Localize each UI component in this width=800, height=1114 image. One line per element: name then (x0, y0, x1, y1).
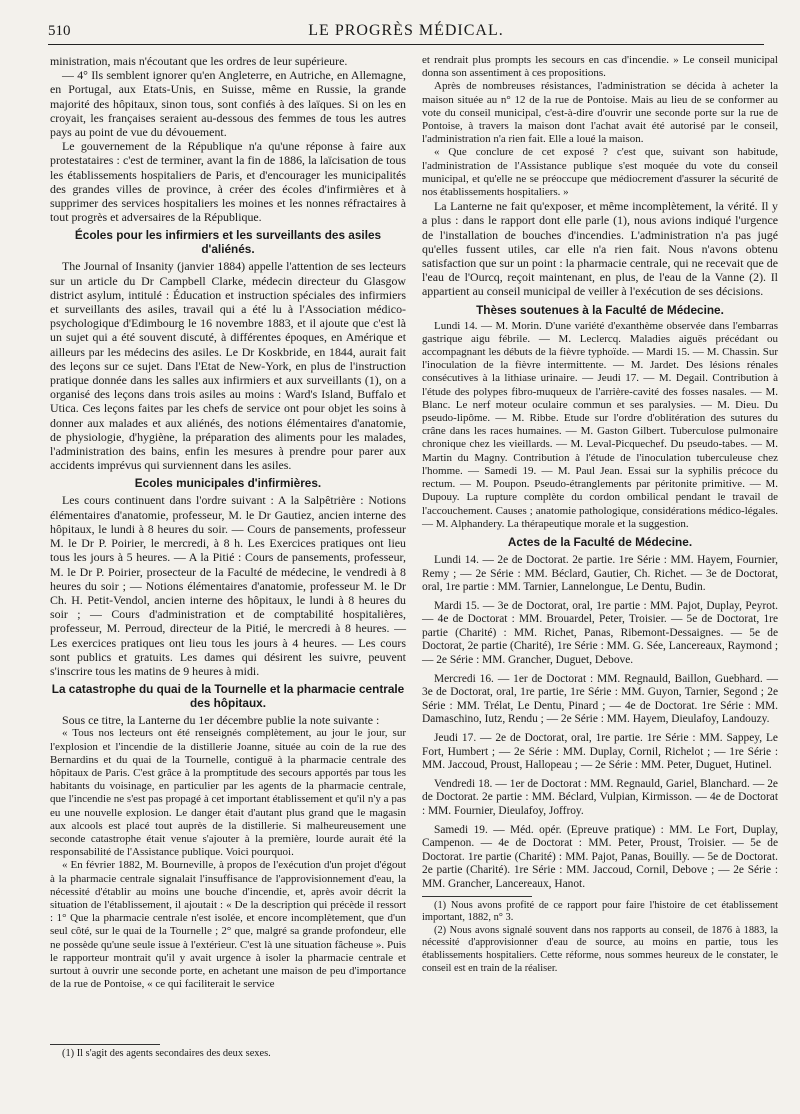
paragraph: La Lanterne ne fait qu'exposer, et même incomplètement, la vérité. Il y a plus : dans le rapport dont elle parle (1), nous avions indiqué l'urgence de l'installation de bouches d'incendies. L'administration n'a pas jugé qu'elles fussent utiles, car elle n'a rien fait. Nous n'avons obtenu satisfaction que sur un point : la pharmacie centrale, qui ne recevait que de l'eau de l'Ourcq, reçoit maintenant, en plus, de l'eau de la Vanne (2). Il appartient au conseil municipal de veiller à l'exécution de ses décisions. (422, 199, 778, 299)
exam-entry: Jeudi 17. — 2e de Doctorat, oral, 1re partie. 1re Série : MM. Sappey, Le Fort, Humbert ; — 2e Série : MM. Duplay, Cornil, Richelot ; — 1re Série : MM. Jaccoud, Proust, Hallopeau ; — 2e Série : MM. Peter, Duguet, Hutinel. (422, 732, 778, 772)
exam-entry: Samedi 19. — Méd. opér. (Epreuve pratique) : MM. Le Fort, Duplay, Campenon. — 4e de Doctorat : MM. Peter, Proust, Troisier. — 5e de Doctorat. 1re partie (Charité) : MM. Pajot, Panas, Bouilly. — 5e de Doctorat. 2e partie (Charité). 1re Série : MM. Jaccoud, Cornil, Debove ; — 2e Série : MM. Grancher, Lancereaux, Hanot. (422, 823, 778, 890)
page-number: 510 (48, 22, 71, 39)
footnote: (1) Nous avons profité de ce rapport pour faire l'histoire de cet établissement important, 1882, n° 3. (422, 899, 778, 924)
paragraph: Les cours continuent dans l'ordre suivant : A la Salpêtrière : Notions élémentaires d'anatomie, professeur, M. le Dr Gautiez, ancien interne des hôpitaux, le lundi à 8 heures du soir. — Cours de pansements, professeur M. le Dr P. Poirier, le mercredi, à 8 h. Les Exercices pratiques ont lieu tous les jours à 5 heures. — A la Pitié : Cours de pansements, professeur, M. le Dr P. Poirier, prosecteur de la Faculté de médecine, le vendredi à 8 heures du soir ; — Notions élémentaires d'anatomie, professeur M. le Dr Ch. H. Petit-Vendol, ancien interne des hôpitaux, le lundi à 8 heures du soir ; — Cours d'administration et de comptabilité hospitalières, professeur, M. Perroud, directeur de la Pitié, le mercredi à 8 heures. — Les exercices pratiques ont lieu tous les jours à 4 heures. — Les cours sont publics et gratuits. Les dames qui désirent les suivre, peuvent s'inscrire tous les matins de 9 heures à midi. (50, 493, 406, 678)
exam-entry: Mardi 15. — 3e de Doctorat, oral, 1re partie : MM. Pajot, Duplay, Peyrot. — 4e de Doctorat : MM. Brouardel, Peter, Troisier. — 5e de Doctorat, 1re partie (Charité) : MM. Richet, Panas, Ribemont-Dessaignes. — 5e de Doctorat, 2e partie (Charité), 1re Série : MM. G. Sée, Lancereaux, Raymond ; — 2e Série : MM. Grancher, Duguet, Debove. (422, 599, 778, 667)
section-heading: La catastrophe du quai de la Tournelle et la pharmacie centrale des hôpitaux. (51, 682, 405, 711)
page-header (48, 18, 764, 45)
left-footnotes (50, 1040, 406, 1061)
right-column (422, 54, 778, 975)
left-column (50, 54, 406, 991)
quoted-paragraph: et rendrait plus prompts les secours en cas d'incendie. » Le conseil municipal donna son assentiment à ces propositions. (422, 54, 778, 80)
footnote: (1) Il s'agit des agents secondaires des deux sexes. (62, 1048, 271, 1059)
exam-entry: Vendredi 18. — 1er de Doctorat : MM. Regnauld, Gariel, Blanchard. — 2e de Doctorat. 2e partie : MM. Béclard, Vulpian, Kirmisson. — 4e de Doctorat : MM. Fournier, Dieulafoy, Joffroy. (422, 777, 778, 817)
paragraph: ministration, mais n'écoutant que les ordres de leur supérieure. (50, 54, 348, 68)
paragraph: Lundi 14. — M. Morin. D'une variété d'exanthème observée dans l'embarras gastrique aigu fébrile. — M. Leclercq. Maladies aiguës précédant ou accompagnant les débuts de la fièvre typhoïde. — Mardi 15. — M. Chassin. Sur l'inoculation de la fièvre intermittente. — M. Jardet. Des lésions rénales consécutives à la lithiase urinaire. — Jeudi 17. — M. Degail. Contribution à l'étude des polypes fibro-muqueux de l'arrière-cavité des fosses nasales. — M. Blanc. Le nerf moteur oculaire commun et ses paralysies. — M. Dieu. Du pseudo-lipôme. — M. Ribbe. Etude sur l'ordre d'oblitération des sutures du crâne dans les races humaines. — M. Gaston Gilbert. Tuberculose pulmonaire chronique chez les vieillards. — M. Leval-Picquechef. Du pseudo-tabes. — M. Martin du Magny. Contribution à l'étude de l'inoculation tuberculeuse chez l'homme. — Samedi 19. — M. Paul Jean. Essai sur la syphilis précoce du rectum. — M. Poupon. Pseudo-étranglements par péritonite primitive. — M. Dupouy. La rupture complète du cordon ombilical pendant le travail de l'accouchement. Causes ; anatomie pathologique, considérations médico-légales. — M. Alphandery. La thérapeutique morale et la suggestion. (422, 319, 778, 530)
section-heading: Écoles pour les infirmiers et les surveillants des asiles d'aliénés. (74, 228, 382, 257)
paragraph: Sous ce titre, la Lanterne du 1er décembre publie la note suivante : (62, 713, 380, 728)
footnote: (2) Nous avons signalé souvent dans nos rapports au conseil, de 1876 à 1883, la nécessité d'approvisionner d'eau de source, au moins en partie, tous les établissements hospitaliers. Cette réforme, nous sommes heureux de le constater, le conseil est en train de la réaliser. (422, 924, 778, 974)
footnote-rule (50, 1044, 160, 1045)
quoted-paragraph: Après de nombreuses résistances, l'administration se décida à acheter la maison située au n° 12 de la rue de Pontoise. Mais au lieu de se conformer au vote du conseil municipal, c'est-à-dire d'ouvrir une seconde porte sur la rue de Pontoise, à travers la maison dont l'achat avait été autorisé par le conseil, l'administration n'a rien fait. Elle a loué la maison. (422, 80, 778, 146)
section-heading: Actes de la Faculté de Médecine. (507, 534, 693, 549)
paragraph: — 4° Ils semblent ignorer qu'en Angleterre, en Autriche, en Allemagne, en Portugal, aux Etats-Unis, en Suisse, même en Russie, la grande majorité des hôpitaux, sinon tous, sont confiés à des laïques. Si on les en croyait, les françaises seraient au-dessous des femmes de tous les autres pays au point de vue du dévouement. (50, 68, 406, 140)
exam-entry: Mercredi 16. — 1er de Doctorat : MM. Regnauld, Baillon, Guebhard. — 3e de Doctorat, oral, 1re partie, 1re Série : MM. Guyon, Tarnier, Segond ; 2e Série : MM. Trélat, Le Dentu, Pinard ; — 4e de Doctorat. 1re Série : MM. Damaschino, Iutz, Rendu ; — 2e Série : MM. Hayem, Dieulafoy, Landouzy. (422, 672, 778, 726)
section-heading: Thèses soutenues à la Faculté de Médecine. (476, 302, 724, 317)
quoted-paragraph: « Que conclure de cet exposé ? c'est que, suivant son habitude, l'administration de l'Assistance publique s'est moquée du vote du conseil municipal, et qu'elle ne se préoccupe que médiocrement d'assurer la sécurité de nos établissements hospitaliers. » (422, 146, 778, 199)
journal-title: LE PROGRÈS MÉDICAL. (308, 22, 504, 39)
footnote-rule (422, 896, 532, 897)
paragraph: The Journal of Insanity (janvier 1884) appelle l'attention de ses lecteurs sur un article du Dr Campbell Clarke, médecin directeur du Glasgow district asylum, intitulé : Éducation et instruction spéciales des infirmiers et surveillants des asiles, travail qui a été lu à l'Association médico-psychologique d'Edimbourg le 16 novembre 1883, et il ajoute que c'est là un sujet qui a été souvent discuté, à différentes époques, en Amérique et ailleurs par les médecins des asiles. Le Dr Koskbride, en 1844, aurait fait des leçons sur ce sujet. Dans l'Etat de New-York, en plus de l'instruction pratique donnée dans les salles aux infirmiers et aux surveillants (1), on a organisé des leçons dans trois asiles au moins : Ward's Island, Buffalo et Utica. Ces leçons faites par les chefs de service ont pour objet les soins à donner aux malades et aux aliénés, des notions élémentaires d'anatomie, de physiologie, d'hygiène, la préparation des aliments pour les malades, l'administration des bains, enfin les mesures à prendre pour parer aux accidents imprévus qui surviennent dans les asiles. (50, 259, 406, 473)
paragraph: Le gouvernement de la République n'a qu'une réponse à faire aux protestataires : c'est de terminer, avant la fin de 1886, la laïcisation de tous les établissements hospitaliers de Paris, et d'encourager les municipalités des grandes villes de province, à créer des écoles d'infirmières et à supprimer des services hospitaliers les moines et les nonnes réfractaires à tout progrès et adversaires de la République. (50, 139, 406, 225)
section-heading: Ecoles municipales d'infirmières. (134, 476, 322, 491)
quoted-paragraph: « Tous nos lecteurs ont été renseignés complètement, au jour le jour, sur l'explosion et l'incendie de la distillerie Joanne, située au coin de la rue des Bernardins et du quai de la Tournelle, contiguë à la pharmacie centrale des hôpitaux de Paris. C'est grâce à la promptitude des secours apportés par tous les habitants du voisinage, en particulier par les agents de la pharmacie centrale, que l'incendie ne s'est pas propagé à cet important établissement et qu'il n'y a pas eu une nouvelle explosion. Le danger était d'autant plus grand que le magasin aux alcools est placé tout auprès de la distillerie. Si malheureusement une seconde catastrophe était venue s'ajouter à la première, lourde aurait été la responsabilité de l'Assistance publique. Voici pourquoi. (50, 727, 406, 859)
exam-entry: Lundi 14. — 2e de Doctorat. 2e partie. 1re Série : MM. Hayem, Fournier, Remy ; — 2e Série : MM. Béclard, Gautier, Ch. Richet. — 3e de Doctorat, oral, 1re partie : MM. Tarnier, Lannelongue, Le Dentu, Budin. (422, 553, 778, 594)
quoted-paragraph: « En février 1882, M. Bourneville, à propos de l'exécution d'un projet d'égout à la pharmacie centrale signalait l'insuffisance de l'approvisionnement d'eau, la nécessité d'établir au moins une bouche d'incendie, et, après avoir décrit la situation de l'établissement, il ajoutait : « De la description qui précède il ressort : 1° Que la pharmacie centrale n'est isolée, et encore incomplètement, que d'un seul côté, sur le quai de la Tournelle ; 2° que, malgré sa grande profondeur, elle ne possède qu'une seule issue à l'extérieur. C'est là une situation fâcheuse ». Puis le rapporteur montrait qu'il y avait urgence à isoler la pharmacie centrale et surtout à ouvrir une seconde porte, en achetant une maison de peu d'importance de la rue de Pontoise, « ce qui faciliterait le service (50, 859, 406, 991)
